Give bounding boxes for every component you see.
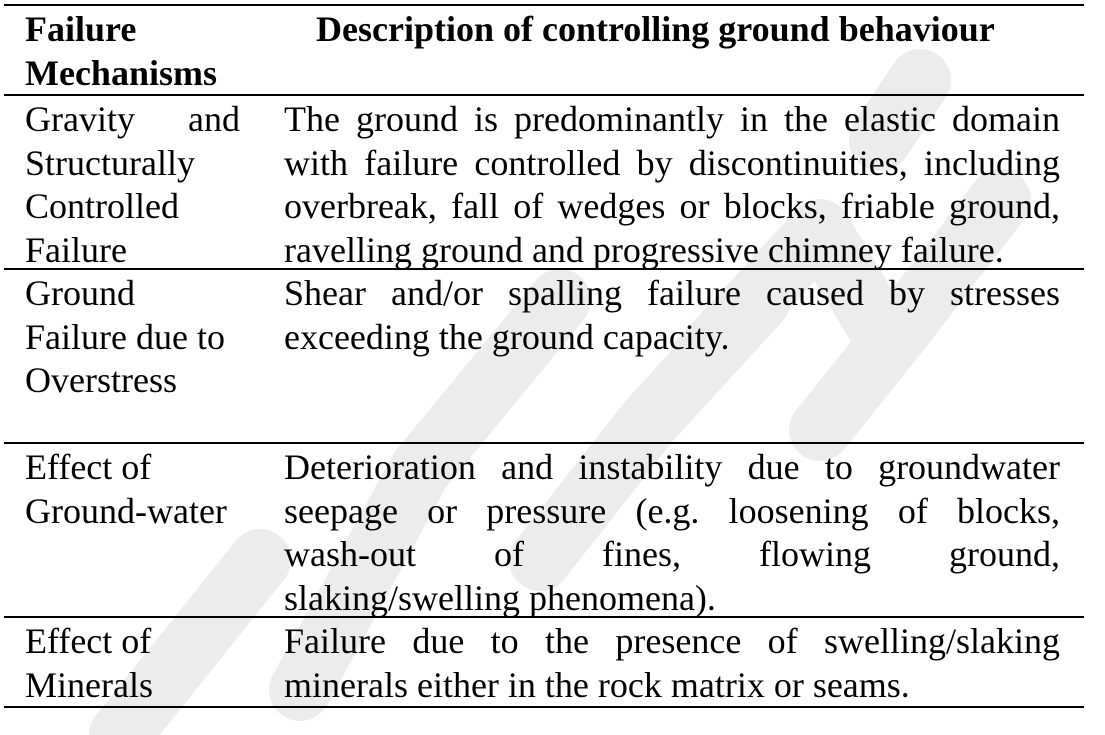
header-mechanism-line-1: Failure [25,9,137,49]
header-mechanism-line-2: Mechanisms [25,52,217,93]
row-1-mechanism-line: Gravity and [25,99,240,139]
row-4-mechanism [25,620,240,707]
row-1-description-line: with failure controlled by discontinuities, including [284,142,1060,183]
row-2-description [284,272,1060,359]
row-2-description-line: exceeding the ground capacity. [284,316,730,357]
row-1-description-line: The ground is predominantly in the elastic domain [284,99,1060,139]
row-2-mechanism-line: Ground [25,273,135,313]
row-3-description [284,446,1060,620]
row-1-description-line: ravelling ground and progressive chimney failure. [284,229,1004,270]
row-3-description-line: seepage or pressure (e.g. loosening of blocks, [284,490,1060,531]
row-1-mechanism-line: Controlled [25,186,179,226]
row-1-description [284,98,1060,272]
header-description-label: Description of controlling ground behaviour [316,9,995,49]
row-2-mechanism-line: Overstress [25,360,177,400]
header-description [316,8,995,52]
row-4-description [284,620,1060,707]
row-2-description-line: Shear and/or spalling failure caused by stresses [284,273,1060,313]
row-3-mechanism-line: Ground-water [25,490,227,531]
row-3-description-line: slaking/swelling phenomena). [284,577,716,618]
row-1-mechanism [25,98,240,272]
row-1-description-line: overbreak, fall of wedges or blocks, friable ground, [284,186,1060,226]
table-top-rule [4,4,1084,6]
row-3-description-line: Deterioration and instability due to groundwater [284,447,1060,487]
row-4-description-line: minerals either in the rock matrix or seams. [284,664,910,705]
row-2-bottom-rule [4,442,1084,444]
header-failure-mechanisms [25,8,240,95]
row-2-mechanism [25,272,240,403]
row-3-description-line: wash-out of fines, flowing ground, [284,534,1060,574]
row-4-mechanism-line: Minerals [25,664,153,705]
row-4-mechanism-line: Effect of [25,621,152,661]
row-1-mechanism-line: Structurally [25,142,195,183]
row-4-description-line: Failure due to the presence of swelling/slaking [284,621,1060,661]
row-2-mechanism-line: Failure due to [25,316,225,357]
row-1-mechanism-line: Failure [25,229,127,270]
row-3-mechanism-line: Effect of [25,447,152,487]
row-3-mechanism [25,446,240,533]
